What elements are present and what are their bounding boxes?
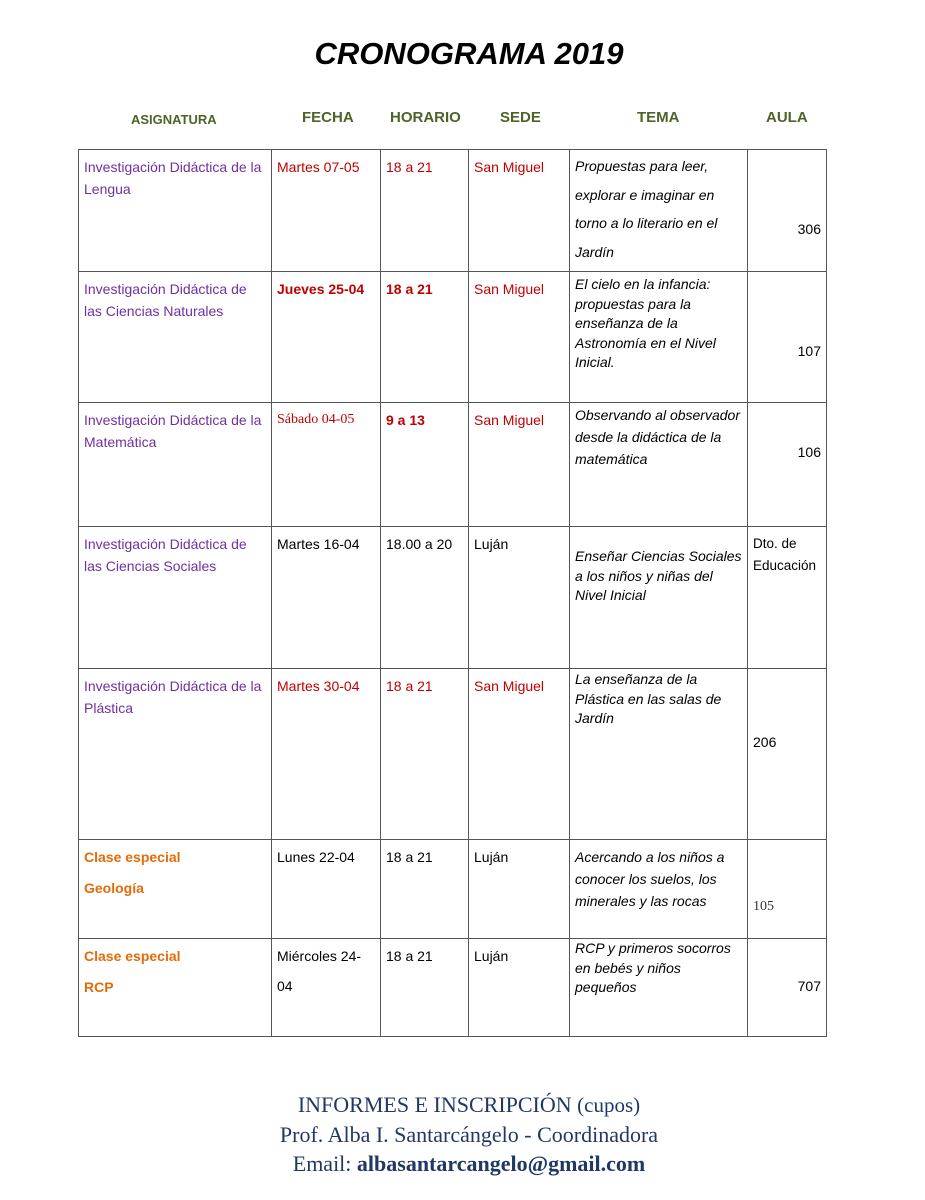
cell-asignatura: Investigación Didáctica de las Ciencias Sociales (79, 527, 272, 669)
cell-horario: 9 a 13 (381, 403, 469, 527)
cell-asignatura: Investigación Didáctica de la Plástica (79, 669, 272, 840)
aula-value: 206 (753, 734, 777, 750)
cell-asignatura: Investigación Didáctica de las Ciencias Naturales (79, 272, 272, 403)
aula-value: 306 (797, 221, 821, 237)
cell-sede: Luján (469, 939, 570, 1037)
asignatura-line1: Clase especial (84, 948, 181, 964)
aula-value: 107 (797, 343, 821, 359)
cell-asignatura (79, 840, 272, 939)
cell-fecha: Martes 30-04 (272, 669, 381, 840)
footer-coordinator: Prof. Alba I. Santarcángelo - Coordinadora (279, 1122, 659, 1147)
cell-horario: 18 a 21 (381, 939, 469, 1037)
aula-value: 105 (753, 899, 774, 914)
cell-aula (748, 272, 827, 403)
cell-fecha: Sábado 04-05 (272, 403, 381, 527)
cell-aula (748, 669, 827, 840)
cell-fecha: Martes 07-05 (272, 150, 381, 272)
footer-info (0, 1092, 925, 1118)
cell-fecha: Miércoles 24-04 (272, 939, 381, 1037)
cell-asignatura: Investigación Didáctica de la Matemática (79, 403, 272, 527)
header-asignatura: ASIGNATURA (131, 112, 217, 127)
cell-aula (748, 840, 827, 939)
cell-asignatura: Investigación Didáctica de la Lengua (79, 150, 272, 272)
cell-fecha: Jueves 25-04 (272, 272, 381, 403)
header-fecha: FECHA (302, 109, 354, 126)
header-tema: TEMA (637, 109, 680, 126)
cell-aula: Dto. de Educación (748, 527, 827, 669)
table-row (79, 669, 827, 840)
cell-sede: Luján (469, 527, 570, 669)
aula-value: 106 (797, 444, 821, 460)
cell-horario: 18 a 21 (381, 272, 469, 403)
cell-tema: Acercando a los niños a conocer los suelos, los minerales y las rocas (570, 840, 748, 939)
asignatura-line2: Geología (84, 880, 144, 896)
cell-aula (748, 150, 827, 272)
cell-horario: 18 a 21 (381, 150, 469, 272)
table-row (79, 403, 827, 527)
asignatura-line1: Clase especial (84, 849, 181, 865)
schedule-table (78, 149, 827, 1037)
table-row (79, 150, 827, 272)
header-sede: SEDE (500, 109, 541, 126)
cell-aula (748, 939, 827, 1037)
table-row (79, 272, 827, 403)
cell-sede: San Miguel (469, 150, 570, 272)
footer-cupos: (cupos) (577, 1093, 641, 1117)
footer-informes: INFORMES E INSCRIPCIÓN (297, 1092, 572, 1117)
cell-aula (748, 403, 827, 527)
table-row (79, 939, 827, 1037)
header-horario: HORARIO (390, 109, 461, 126)
table-row (79, 527, 827, 669)
cell-asignatura (79, 939, 272, 1037)
page-title: CRONOGRAMA 2019 (314, 36, 624, 71)
cell-tema: Propuestas para leer, explorar e imaginar en torno a lo literario en el Jardín (570, 150, 748, 272)
asignatura-line2: RCP (84, 979, 114, 995)
cell-tema: El cielo en la infancia: propuestas para la enseñanza de la Astronomía en el Nivel Inicial. (570, 272, 748, 403)
footer-email-label: Email: (292, 1151, 352, 1176)
header-aula: AULA (766, 109, 808, 126)
cell-tema: Enseñar Ciencias Sociales a los niños y niñas del Nivel Inicial (570, 527, 748, 669)
cell-sede: San Miguel (469, 669, 570, 840)
aula-value: 707 (797, 978, 821, 994)
footer-email-link[interactable]: albasantarcangelo@gmail.com (356, 1151, 646, 1176)
table-row (79, 840, 827, 939)
cell-tema: RCP y primeros socorros en bebés y niños pequeños (570, 939, 748, 1037)
cell-tema: La enseñanza de la Plástica en las salas de Jardín (570, 669, 748, 840)
cell-horario: 18 a 21 (381, 840, 469, 939)
cell-horario: 18 a 21 (381, 669, 469, 840)
cell-sede: San Miguel (469, 403, 570, 527)
cell-horario: 18.00 a 20 (381, 527, 469, 669)
cell-sede: Luján (469, 840, 570, 939)
cell-fecha: Lunes 22-04 (272, 840, 381, 939)
footer-email-line (0, 1151, 925, 1177)
cell-fecha: Martes 16-04 (272, 527, 381, 669)
cell-tema: Observando al observador desde la didáctica de la matemática (570, 403, 748, 527)
cell-sede: San Miguel (469, 272, 570, 403)
